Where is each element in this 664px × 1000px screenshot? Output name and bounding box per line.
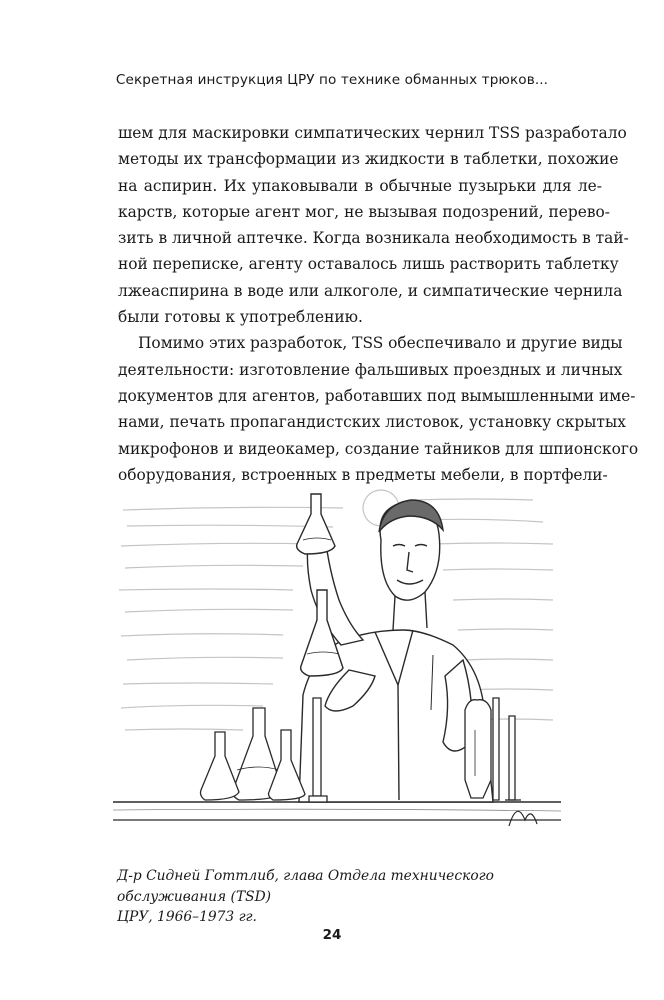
illustration-drawing <box>113 480 561 838</box>
lab-table <box>113 802 561 820</box>
caption-line-2: ЦРУ, 1966–1973 гг. <box>117 909 257 925</box>
text-line: оборудования, встроенных в предметы мебели, в портфели- <box>118 465 608 484</box>
text-line: деятельности: изготовление фальшивых проездных и личных <box>118 360 623 379</box>
paragraph-1 <box>118 120 629 330</box>
flask-raised-icon <box>297 494 335 554</box>
text-line: ной переписке, агенту оставалось лишь растворить таблетку <box>118 255 619 274</box>
text-line: зить в личной аптечке. Когда возникала необходимость в тай- <box>118 229 629 248</box>
text-line: шем для маскировки симпатических чернил TSS разработало <box>118 124 627 142</box>
running-head: Секретная инструкция ЦРУ по технике обманных трюков... <box>115 72 549 88</box>
text-line: Помимо этих разработок, TSS обеспечивало и другие виды <box>138 334 623 353</box>
text-line: методы их трансформации из жидкости в таблетки, похожие <box>118 150 619 169</box>
figure-caption <box>117 866 603 928</box>
scientist-sketch-illustration <box>113 480 561 838</box>
page-number: 24 <box>322 927 342 943</box>
body-text <box>118 120 639 488</box>
text-line: были готовы к употреблению. <box>118 308 363 327</box>
text-line: документов для агентов, работавших под вымышленными име- <box>118 386 636 405</box>
caption-line-1: Д-р Сидней Готтлиб, глава Отдела технического обслуживания (TSD) <box>117 868 494 905</box>
artist-signature <box>509 811 537 826</box>
paragraph-2 <box>118 330 639 488</box>
text-line: нами, печать пропагандистских листовок, установку скрытых <box>118 413 626 432</box>
text-line: лжеаспирина в воде или алкоголе, и симпатические чернила <box>118 281 623 300</box>
text-line: на аспирин. Их упаковывали в обычные пузырьки для ле- <box>118 176 602 195</box>
text-line: карств, которые агент мог, не вызывая подозрений, перево- <box>118 202 610 221</box>
text-line: микрофонов и видеокамер, создание тайников для шпионского <box>118 439 639 458</box>
